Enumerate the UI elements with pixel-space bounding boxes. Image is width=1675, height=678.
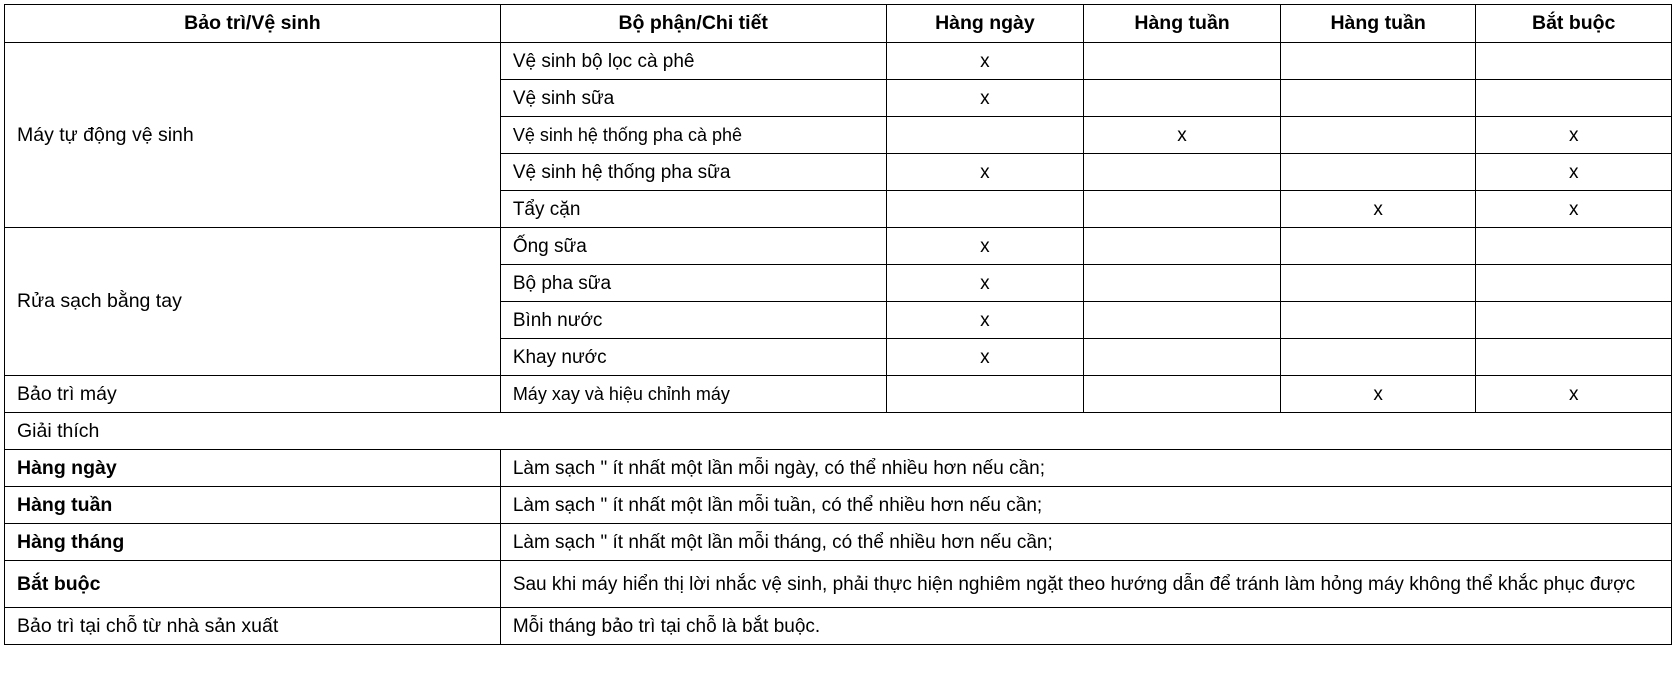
weekly-2-mark xyxy=(1280,117,1476,154)
daily-mark: x xyxy=(886,339,1084,376)
part-cell: Máy xay và hiệu chỉnh máy xyxy=(500,376,886,413)
table-row xyxy=(5,376,1672,413)
legend-term: Bắt buộc xyxy=(5,561,501,608)
weekly-mark xyxy=(1084,376,1281,413)
legend-description: Sau khi máy hiển thị lời nhắc vệ sinh, phải thực hiện nghiêm ngặt theo hướng dẫn để tránh làm hỏng máy không thể khắc phục được xyxy=(500,561,1671,608)
header-daily: Hàng ngày xyxy=(886,5,1084,43)
maintenance-schedule-table xyxy=(4,4,1672,645)
header-weekly: Hàng tuần xyxy=(1084,5,1281,43)
mandatory-mark: x xyxy=(1476,376,1672,413)
header-part: Bộ phận/Chi tiết xyxy=(500,5,886,43)
legend-row xyxy=(5,524,1672,561)
legend-term: Hàng tuần xyxy=(5,487,501,524)
weekly-mark xyxy=(1084,302,1281,339)
weekly-2-mark xyxy=(1280,265,1476,302)
header-row xyxy=(5,5,1672,43)
daily-mark xyxy=(886,191,1084,228)
legend-description: Làm sạch " ít nhất một lần mỗi tháng, có thể nhiều hơn nếu cần; xyxy=(500,524,1671,561)
mandatory-mark xyxy=(1476,265,1672,302)
weekly-2-mark: x xyxy=(1280,376,1476,413)
mandatory-mark xyxy=(1476,80,1672,117)
group-label: Bảo trì máy xyxy=(5,376,501,413)
part-cell: Vệ sinh hệ thống pha cà phê xyxy=(500,117,886,154)
footer-description: Mỗi tháng bảo trì tại chỗ là bắt buộc. xyxy=(500,608,1671,645)
legend-description: Làm sạch " ít nhất một lần mỗi ngày, có thể nhiều hơn nếu cần; xyxy=(500,450,1671,487)
mandatory-mark xyxy=(1476,228,1672,265)
header-mandatory: Bắt buộc xyxy=(1476,5,1672,43)
weekly-2-mark: x xyxy=(1280,191,1476,228)
weekly-2-mark xyxy=(1280,228,1476,265)
daily-mark: x xyxy=(886,302,1084,339)
weekly-mark xyxy=(1084,265,1281,302)
weekly-mark: x xyxy=(1084,117,1281,154)
table-row xyxy=(5,43,1672,80)
mandatory-mark xyxy=(1476,302,1672,339)
part-cell: Bình nước xyxy=(500,302,886,339)
daily-mark: x xyxy=(886,43,1084,80)
header-maintenance: Bảo trì/Vệ sinh xyxy=(5,5,501,43)
footer-term: Bảo trì tại chỗ từ nhà sản xuất xyxy=(5,608,501,645)
part-cell: Tẩy cặn xyxy=(500,191,886,228)
mandatory-mark: x xyxy=(1476,154,1672,191)
legend-row xyxy=(5,561,1672,608)
mandatory-mark: x xyxy=(1476,117,1672,154)
weekly-2-mark xyxy=(1280,43,1476,80)
daily-mark: x xyxy=(886,154,1084,191)
legend-term: Hàng tháng xyxy=(5,524,501,561)
mandatory-mark: x xyxy=(1476,191,1672,228)
group-label: Rửa sạch bằng tay xyxy=(5,228,501,376)
header-weekly-2: Hàng tuần xyxy=(1280,5,1476,43)
legend-row xyxy=(5,450,1672,487)
group-label: Máy tự động vệ sinh xyxy=(5,43,501,228)
weekly-mark xyxy=(1084,43,1281,80)
legend-title: Giải thích xyxy=(5,413,1672,450)
mandatory-mark xyxy=(1476,339,1672,376)
mandatory-mark xyxy=(1476,43,1672,80)
part-cell: Ống sữa xyxy=(500,228,886,265)
weekly-2-mark xyxy=(1280,302,1476,339)
weekly-mark xyxy=(1084,80,1281,117)
part-cell: Khay nước xyxy=(500,339,886,376)
weekly-mark xyxy=(1084,191,1281,228)
part-cell: Vệ sinh hệ thống pha sữa xyxy=(500,154,886,191)
table-row xyxy=(5,228,1672,265)
weekly-2-mark xyxy=(1280,80,1476,117)
daily-mark xyxy=(886,117,1084,154)
daily-mark: x xyxy=(886,265,1084,302)
weekly-2-mark xyxy=(1280,339,1476,376)
legend-title-row xyxy=(5,413,1672,450)
legend-term: Hàng ngày xyxy=(5,450,501,487)
part-cell: Bộ pha sữa xyxy=(500,265,886,302)
daily-mark: x xyxy=(886,228,1084,265)
part-cell: Vệ sinh sữa xyxy=(500,80,886,117)
daily-mark xyxy=(886,376,1084,413)
weekly-2-mark xyxy=(1280,154,1476,191)
part-cell: Vệ sinh bộ lọc cà phê xyxy=(500,43,886,80)
footer-row xyxy=(5,608,1672,645)
weekly-mark xyxy=(1084,339,1281,376)
weekly-mark xyxy=(1084,154,1281,191)
daily-mark: x xyxy=(886,80,1084,117)
legend-row xyxy=(5,487,1672,524)
weekly-mark xyxy=(1084,228,1281,265)
legend-description: Làm sạch " ít nhất một lần mỗi tuần, có thể nhiều hơn nếu cần; xyxy=(500,487,1671,524)
